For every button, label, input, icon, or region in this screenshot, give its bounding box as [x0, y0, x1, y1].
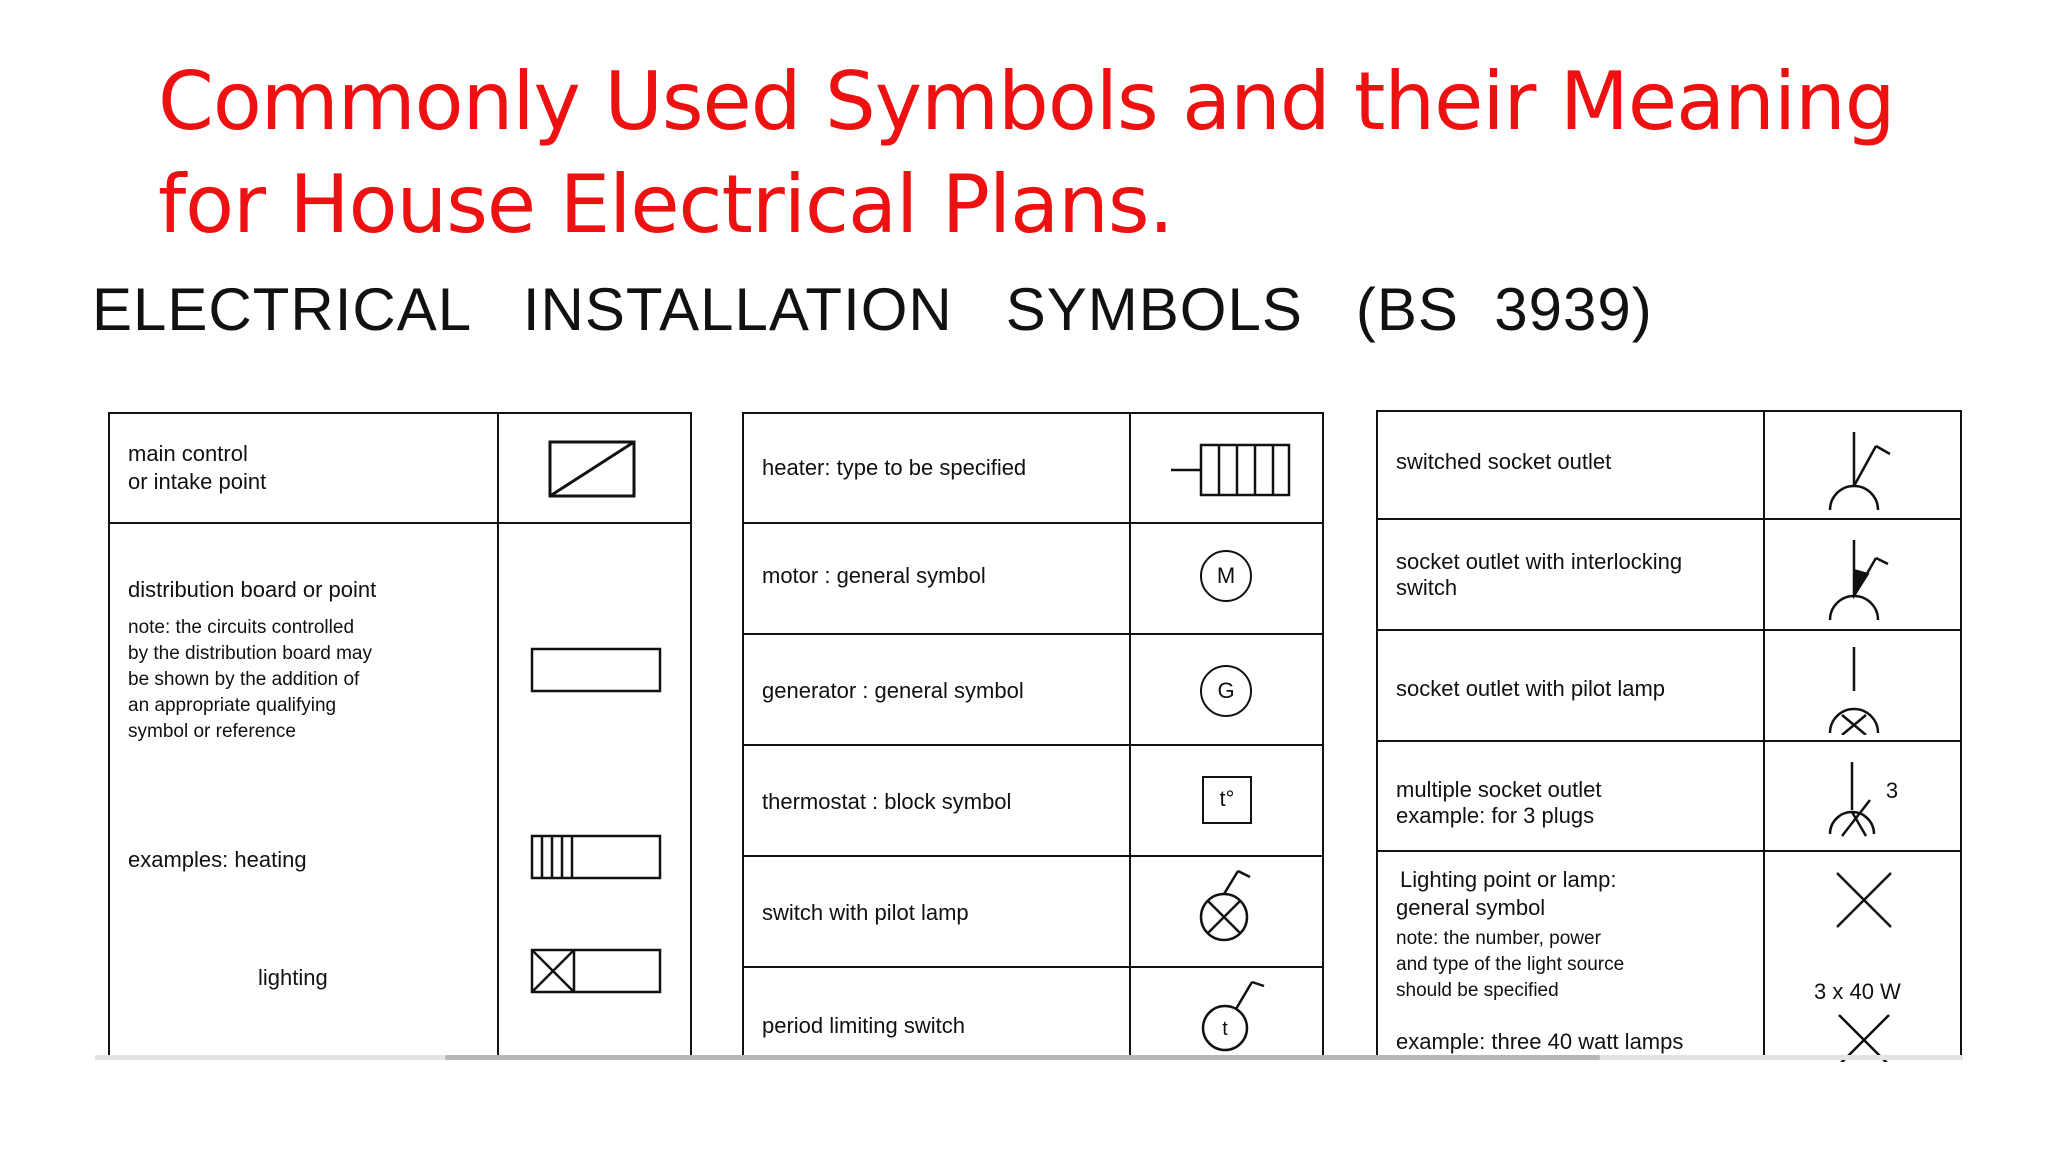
standard-heading: ELECTRICAL INSTALLATION SYMBOLS (BS 3939) [92, 276, 1653, 343]
distribution-note: symbol or reference [128, 721, 296, 742]
table-row [744, 635, 1322, 746]
pilot-socket-label: socket outlet with pilot lamp [1396, 676, 1666, 701]
heater-label: heater: type to be specified [762, 455, 1027, 480]
motor-symbol: M [1200, 550, 1252, 602]
period-symbol-letter: t [1222, 1018, 1228, 1040]
lighting-point-symbol [1834, 870, 1894, 930]
multiple-socket-symbol [1826, 760, 1916, 840]
lighting-note: note: the number, power [1396, 928, 1601, 949]
horizontal-scrollbar-thumb[interactable] [445, 1055, 1600, 1060]
thermostat-symbol: t° [1202, 776, 1252, 824]
examples-lighting-label: lighting [258, 965, 328, 990]
lighting-point-label: Lighting point or lamp: [1400, 867, 1617, 892]
interlocking-socket-symbol [1826, 536, 1906, 622]
table-row [744, 857, 1322, 968]
interlock-socket-label: socket outlet with interlocking [1396, 549, 1683, 574]
main-control-symbol [548, 439, 638, 499]
main-control-label-2: or intake point [128, 469, 267, 494]
multiple-socket-label: multiple socket outlet [1396, 777, 1602, 802]
distribution-note: be shown by the addition of [128, 669, 360, 690]
table-row [1378, 631, 1960, 742]
lighting-board-symbol [530, 948, 664, 996]
table-row [1378, 852, 1960, 1062]
generator-symbol: G [1200, 665, 1252, 717]
distribution-note: by the distribution board may [128, 643, 372, 664]
table-row [744, 414, 1322, 524]
distribution-board-symbol [530, 647, 664, 695]
symbol-table-middle [742, 412, 1324, 1060]
thermostat-label: thermostat : block symbol [762, 789, 1012, 814]
heating-board-symbol [530, 834, 664, 882]
table-row [744, 746, 1322, 857]
switch-pilot-lamp-symbol [1196, 865, 1266, 949]
interlock-socket-label-2: switch [1396, 575, 1458, 600]
heater-symbol [1169, 442, 1293, 498]
multiple-socket-count: 3 [1885, 778, 1899, 803]
distribution-board-label: distribution board or point [128, 577, 377, 602]
table-row [110, 524, 690, 1064]
table-row [1378, 742, 1960, 852]
page-title: Commonly Used Symbols and their Meaning for House Electrical Plans. [158, 55, 1895, 251]
symbol-table-left [108, 412, 692, 1060]
main-control-label: main control [128, 441, 248, 466]
lighting-point-label-2: general symbol [1396, 895, 1546, 920]
table-row [1378, 520, 1960, 631]
lighting-note: and type of the light source [1396, 954, 1625, 975]
lighting-note: should be specified [1396, 980, 1559, 1001]
motor-label: motor : general symbol [762, 563, 986, 588]
distribution-note: an appropriate qualifying [128, 695, 337, 716]
table-row [744, 968, 1322, 1062]
switched-socket-label: switched socket outlet [1396, 449, 1612, 474]
period-limiting-switch-symbol [1200, 970, 1270, 1056]
examples-heating-label: examples: heating [128, 847, 307, 872]
table-row [110, 414, 690, 524]
period-switch-label: period limiting switch [762, 1013, 965, 1038]
table-row [1378, 412, 1960, 520]
pilot-lamp-socket-symbol [1826, 645, 1906, 735]
multiple-socket-example: example: for 3 plugs [1396, 803, 1595, 828]
symbol-table-right [1376, 410, 1962, 1060]
switch-pilot-label: switch with pilot lamp [762, 900, 969, 925]
generator-label: generator : general symbol [762, 678, 1024, 703]
table-row [744, 524, 1322, 635]
lamps-rating-label: 3 x 40 W [1814, 979, 1901, 1004]
distribution-note: note: the circuits controlled [128, 617, 355, 638]
lighting-example-label: example: three 40 watt lamps [1396, 1029, 1684, 1054]
switched-socket-symbol [1826, 426, 1906, 512]
